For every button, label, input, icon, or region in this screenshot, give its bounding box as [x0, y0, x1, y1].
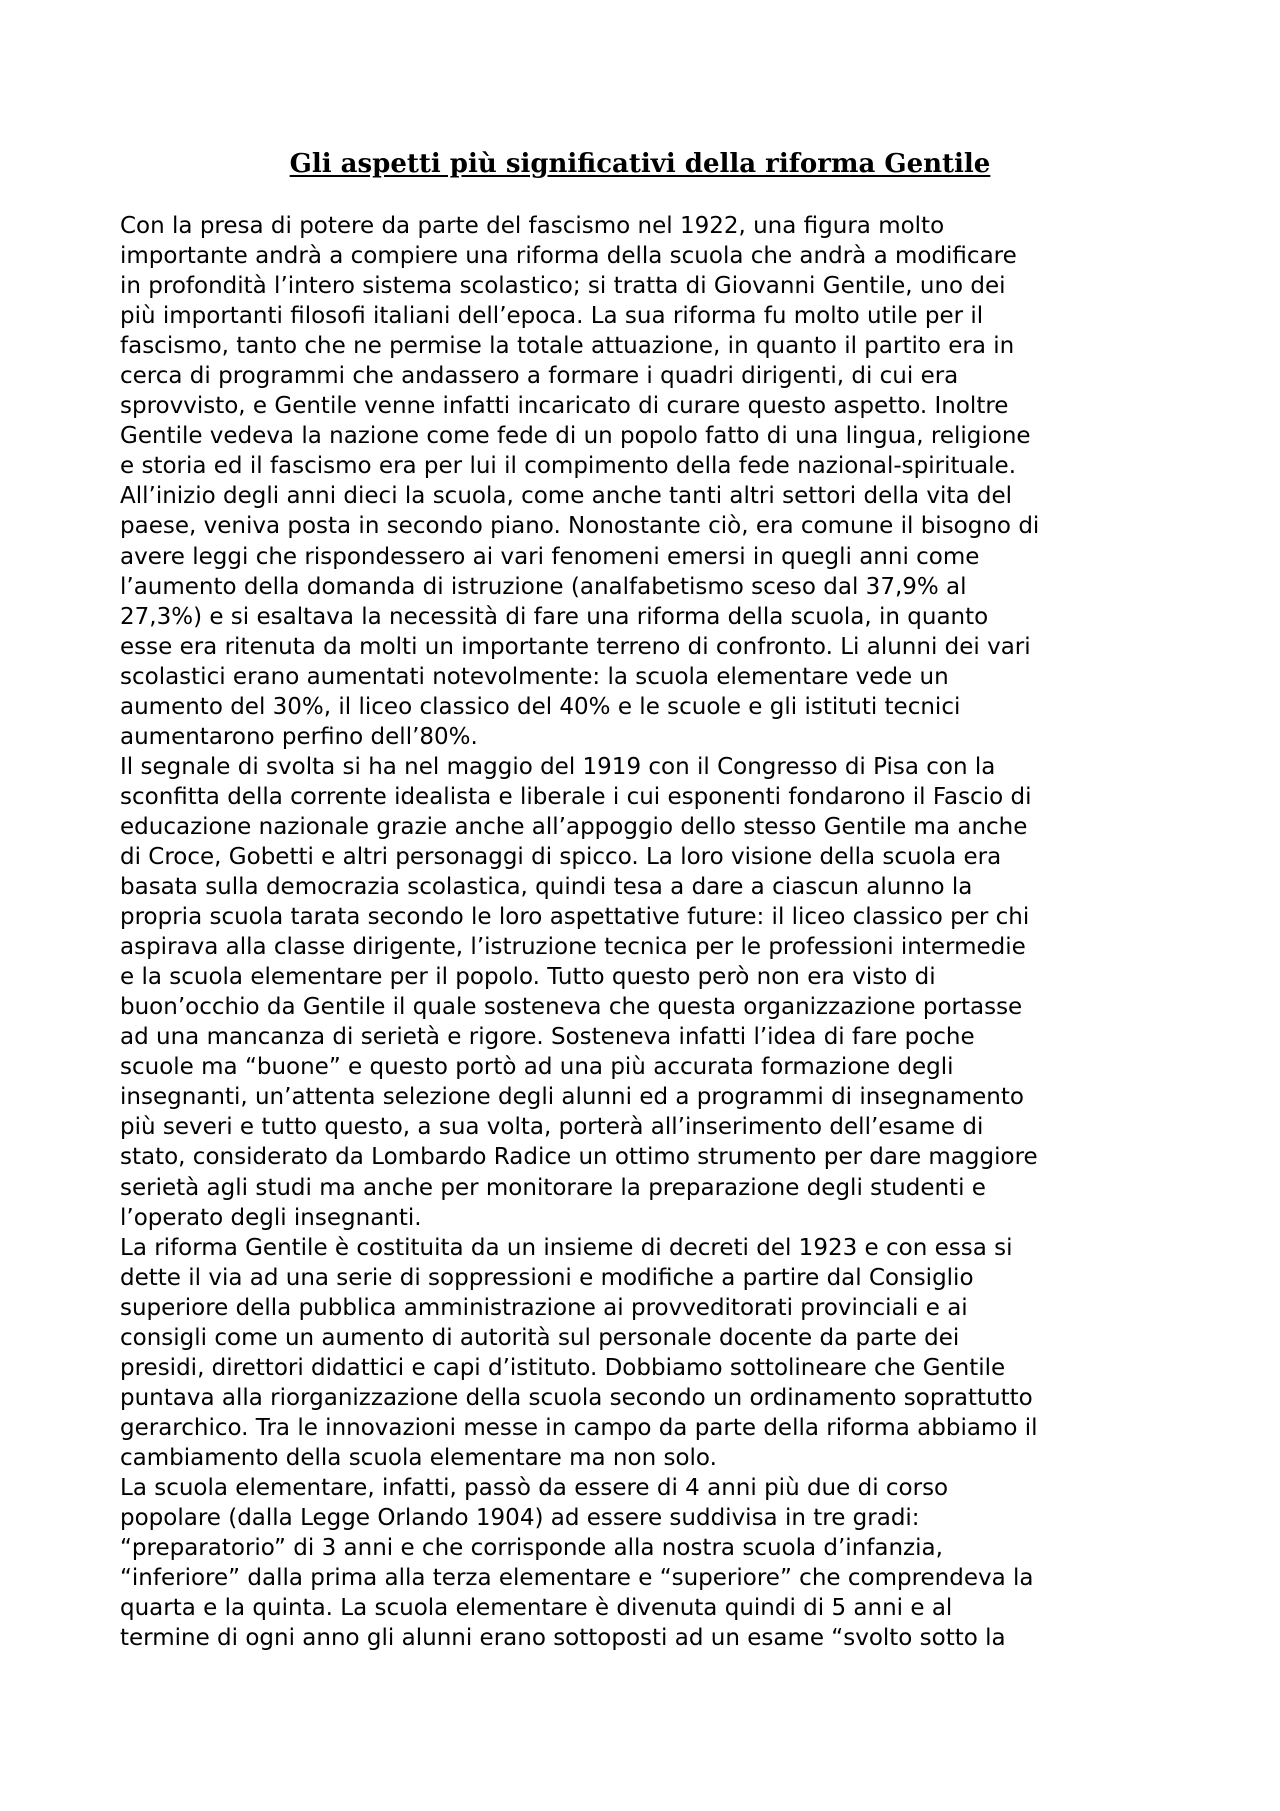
body-line: termine di ogni anno gli alunni erano sottoposti ad un esame “svolto sotto la: [120, 1625, 1006, 1652]
body-line: avere leggi che rispondessero ai vari fenomeni emersi in quegli anni come: [120, 543, 980, 570]
body-line: gerarchico. Tra le innovazioni messe in campo da parte della riforma abbiamo il: [120, 1414, 1038, 1441]
body-line: Gentile vedeva la nazione come fede di un popolo fatto di una lingua, religione: [120, 423, 1031, 450]
body-line: cerca di programmi che andassero a formare i quadri dirigenti, di cui era: [120, 363, 959, 390]
body-line: Con la presa di potere da parte del fascismo nel 1922, una figura molto: [120, 213, 945, 239]
body-line: dette il via ad una serie di soppressioni e modifiche a partire dal Consiglio: [120, 1264, 974, 1291]
body-line: e la scuola elementare per il popolo. Tutto questo però non era visto di: [120, 964, 936, 991]
body-line: Il segnale di svolta si ha nel maggio del 1919 con il Congresso di Pisa con la: [120, 753, 996, 780]
body-line: sprovvisto, e Gentile venne infatti incaricato di curare questo aspetto. Inoltre: [120, 393, 1009, 420]
body-line: esse era ritenuta da molti un importante terreno di confronto. Li alunni dei vari: [120, 633, 1031, 660]
body-line: 27,3%) e si esaltava la necessità di fare una riforma della scuola, in quanto: [120, 603, 989, 630]
body-line: più importanti filosofi italiani dell’epoca. La sua riforma fu molto utile per il: [120, 303, 984, 330]
body-line: consigli come un aumento di autorità sul personale docente da parte dei: [120, 1324, 960, 1351]
body-line: stato, considerato da Lombardo Radice un ottimo strumento per dare maggiore: [120, 1144, 1038, 1171]
body-line: La scuola elementare, infatti, passò da essere di 4 anni più due di corso: [120, 1474, 949, 1501]
body-line: cambiamento della scuola elementare ma non solo.: [120, 1444, 717, 1471]
body-line: All’inizio degli anni dieci la scuola, come anche tanti altri settori della vita del: [120, 483, 1012, 510]
body-line: buon’occhio da Gentile il quale sosteneva che questa organizzazione portasse: [120, 994, 1023, 1021]
body-line: in profondità l’intero sistema scolastico; si tratta di Giovanni Gentile, uno dei: [120, 273, 1006, 300]
body-line: importante andrà a compiere una riforma della scuola che andrà a modificare: [120, 243, 1017, 270]
body-line: fascismo, tanto che ne permise la totale attuazione, in quanto il partito era in: [120, 333, 1015, 360]
body-line: “preparatorio” di 3 anni e che corrisponde alla nostra scuola d’infanzia,: [120, 1535, 943, 1562]
body-line: popolare (dalla Legge Orlando 1904) ad essere suddivisa in tre gradi:: [120, 1505, 920, 1532]
body-line: insegnanti, un’attenta selezione degli alunni ed a programmi di insegnamento: [120, 1084, 1024, 1111]
body-line: aumentarono perfino dell’80%.: [120, 723, 478, 750]
body-line: superiore della pubblica amministrazione ai provveditorati provinciali e ai: [120, 1294, 968, 1321]
body-line: l’aumento della domanda di istruzione (analfabetismo sceso dal 37,9% al: [120, 573, 967, 600]
body-line: propria scuola tarata secondo le loro aspettative future: il liceo classico per chi: [120, 904, 1030, 931]
body-line: basata sulla democrazia scolastica, quindi tesa a dare a ciascun alunno la: [120, 874, 973, 901]
body-line: puntava alla riorganizzazione della scuola secondo un ordinamento soprattutto: [120, 1384, 1033, 1411]
body-line: educazione nazionale grazie anche all’appoggio dello stesso Gentile ma anche: [120, 813, 1028, 840]
body-line: “inferiore” dalla prima alla terza elementare e “superiore” che comprendeva la: [120, 1565, 1034, 1592]
body-line: aumento del 30%, il liceo classico del 40% e le scuole e gli istituti tecnici: [120, 693, 961, 720]
document-title: Gli aspetti più significativi della riforma Gentile: [289, 149, 991, 179]
body-line: serietà agli studi ma anche per monitorare la preparazione degli studenti e: [120, 1174, 986, 1201]
body-line: ad una mancanza di serietà e rigore. Sosteneva infatti l’idea di fare poche: [120, 1024, 975, 1051]
body-line: aspirava alla classe dirigente, l’istruzione tecnica per le professioni intermedie: [120, 934, 1026, 961]
body-line: più severi e tutto questo, a sua volta, porterà all’inserimento dell’esame di: [120, 1114, 984, 1141]
body-line: quarta e la quinta. La scuola elementare è divenuta quindi di 5 anni e al: [120, 1595, 953, 1622]
body-line: presidi, direttori didattici e capi d’istituto. Dobbiamo sottolineare che Gentile: [120, 1354, 1006, 1381]
document-body: [120, 211, 1170, 1653]
body-line: scuole ma “buone” e questo portò ad una più accurata formazione degli: [120, 1054, 954, 1081]
body-line: l’operato degli insegnanti.: [120, 1204, 422, 1231]
body-line: La riforma Gentile è costituita da un insieme di decreti del 1923 e con essa si: [120, 1234, 1013, 1261]
body-line: sconfitta della corrente idealista e liberale i cui esponenti fondarono il Fascio di: [120, 783, 1032, 810]
body-line: paese, veniva posta in secondo piano. Nonostante ciò, era comune il bisogno di: [120, 513, 1040, 540]
body-line: e storia ed il fascismo era per lui il compimento della fede nazional-spirituale.: [120, 453, 1017, 480]
body-line: scolastici erano aumentati notevolmente: la scuola elementare vede un: [120, 663, 949, 690]
body-line: di Croce, Gobetti e altri personaggi di spicco. La loro visione della scuola era: [120, 843, 1002, 870]
